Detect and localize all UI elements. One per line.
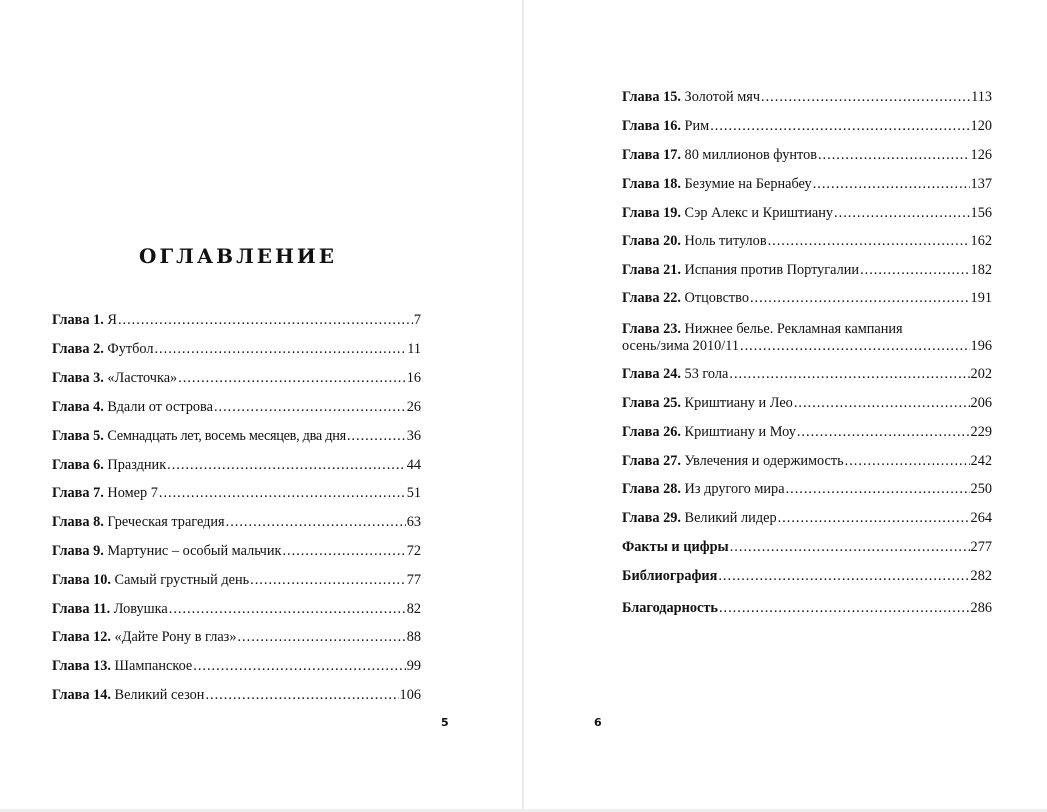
chapter-number: Глава 15. [622, 89, 681, 105]
page-ref: 44 [406, 457, 421, 473]
chapter-number: Глава 17. [622, 147, 681, 163]
leader-dots [845, 453, 970, 470]
chapter-title: Из другого мира [684, 481, 785, 497]
leader-dots [813, 176, 970, 193]
leader-dots [818, 147, 970, 164]
chapter-number: Глава 12. [52, 629, 111, 645]
leader-dots [159, 485, 406, 502]
toc-section-entry[interactable] [622, 539, 992, 556]
leader-dots [169, 601, 406, 618]
leader-dots [768, 233, 970, 250]
toc-entry[interactable] [622, 147, 992, 164]
leader-dots [740, 338, 970, 355]
section-title: Благодарность [622, 600, 718, 616]
leader-dots [797, 424, 970, 441]
chapter-title: Ноль титулов [684, 233, 767, 249]
chapter-number: Глава 11. [52, 601, 111, 617]
toc-entry[interactable] [52, 658, 421, 675]
section-title: Библиография [622, 568, 718, 584]
chapter-number: Глава 16. [622, 118, 681, 134]
toc-section-entry[interactable] [622, 568, 992, 585]
page-ref: 206 [970, 395, 992, 411]
chapter-title: Мартунис – особый мальчик [107, 543, 282, 559]
chapter-number: Глава 29. [622, 510, 681, 526]
toc-entry[interactable] [622, 366, 992, 383]
leader-dots [250, 572, 406, 589]
chapter-title-line1 [622, 321, 903, 338]
leader-dots [178, 370, 406, 387]
chapter-title: Шампанское [114, 658, 193, 674]
page-ref: 99 [406, 658, 421, 674]
chapter-title: «Ласточка» [107, 370, 178, 386]
chapter-title: Золотой мяч [684, 89, 761, 105]
chapter-number: Глава 3. [52, 370, 104, 386]
leader-dots [193, 658, 405, 675]
chapter-number: Глава 7. [52, 485, 104, 501]
page-ref: 277 [970, 539, 992, 555]
page-ref: 77 [406, 572, 421, 588]
leader-dots [282, 543, 405, 560]
leader-dots [729, 366, 969, 383]
chapter-title: Безумие на Бернабеу [684, 176, 812, 192]
chapter-number: Глава 19. [622, 205, 681, 221]
page-number-right: 6 [594, 716, 602, 729]
toc-entry[interactable] [622, 453, 992, 470]
leader-dots [710, 118, 969, 135]
toc-title: ОГЛАВЛЕНИЕ [138, 244, 338, 268]
chapter-title: 80 миллионов фунтов [684, 147, 817, 163]
page-ref: 120 [970, 118, 992, 134]
chapter-number: Глава 24. [622, 366, 681, 382]
page-ref: 156 [970, 205, 992, 221]
toc-entry[interactable] [52, 629, 421, 646]
chapter-title: Праздник [107, 457, 167, 473]
page-ref: 196 [970, 338, 992, 354]
toc-entry[interactable] [52, 457, 421, 474]
chapter-number: Глава 27. [622, 453, 681, 469]
toc-section-entry[interactable] [622, 600, 992, 617]
leader-dots [205, 687, 398, 704]
toc-entry[interactable] [52, 370, 421, 387]
page-ref: 286 [970, 600, 992, 616]
section-title: Факты и цифры [622, 539, 729, 555]
toc-entry[interactable] [52, 312, 421, 329]
chapter-title: Греческая трагедия [107, 514, 225, 530]
leader-dots [718, 568, 969, 585]
leader-dots [719, 600, 970, 617]
toc-entry[interactable] [622, 395, 992, 412]
page-ref: 229 [970, 424, 992, 440]
page-ref: 126 [970, 147, 992, 163]
leader-dots [226, 514, 406, 531]
chapter-number: Глава 1. [52, 312, 104, 328]
leader-dots [118, 312, 413, 329]
chapter-title: Криштиану и Моу [684, 424, 796, 440]
chapter-title: 53 гола [684, 366, 729, 382]
chapter-number: Глава 14. [52, 687, 111, 703]
toc-entry[interactable] [52, 341, 421, 358]
chapter-title: Увлечения и одержимость [684, 453, 844, 469]
chapter-number: Глава 6. [52, 457, 104, 473]
page-ref: 182 [970, 262, 992, 278]
page-ref: 88 [406, 629, 421, 645]
chapter-title: Номер 7 [107, 485, 158, 501]
chapter-number: Глава 13. [52, 658, 111, 674]
page-ref: 162 [970, 233, 992, 249]
page-ref: 137 [970, 176, 992, 192]
page-ref: 106 [399, 687, 421, 703]
toc-entry[interactable] [52, 485, 421, 502]
chapter-number: Глава 2. [52, 341, 104, 357]
page-ref: 11 [407, 341, 421, 357]
toc-entry[interactable] [52, 572, 421, 589]
chapter-number: Глава 10. [52, 572, 111, 588]
page-ref: 36 [406, 428, 421, 444]
chapter-title: Футбол [107, 341, 154, 357]
toc-entry[interactable] [622, 321, 992, 355]
leader-dots [347, 428, 406, 445]
toc-entry[interactable] [622, 510, 992, 527]
toc-entry[interactable] [622, 481, 992, 498]
chapter-title: Я [107, 312, 117, 328]
leader-dots [214, 399, 406, 416]
toc-entry[interactable] [52, 543, 421, 560]
chapter-title: Рим [684, 118, 710, 134]
chapter-title: Отцовство [684, 290, 749, 306]
toc-entry[interactable] [52, 514, 421, 531]
leader-dots [167, 457, 406, 474]
toc-entry[interactable] [622, 205, 992, 222]
page-ref: 250 [970, 481, 992, 497]
toc-entry[interactable] [622, 118, 992, 135]
page-ref: 264 [970, 510, 992, 526]
toc-entry[interactable] [622, 176, 992, 193]
toc-entry[interactable] [622, 262, 992, 279]
chapter-number: Глава 5. [52, 428, 104, 444]
chapter-number: Глава 20. [622, 233, 681, 249]
chapter-number: Глава 26. [622, 424, 681, 440]
page-ref: 51 [406, 485, 421, 501]
toc-entry[interactable] [52, 601, 421, 618]
chapter-title: Семнадцать лет, восемь месяцев, два дня [107, 428, 346, 444]
chapter-title-line2: осень/зима 2010/11 [622, 338, 740, 354]
chapter-title: Сэр Алекс и Криштиану [684, 205, 834, 221]
page-ref: 63 [406, 514, 421, 530]
chapter-number: Глава 18. [622, 176, 681, 192]
toc-entry[interactable] [622, 89, 992, 106]
chapter-number: Глава 8. [52, 514, 104, 530]
leader-dots [730, 539, 970, 556]
page-ref: 72 [406, 543, 421, 559]
leader-dots [154, 341, 406, 358]
toc-entry[interactable] [622, 233, 992, 250]
page-ref: 202 [970, 366, 992, 382]
leader-dots [237, 629, 405, 646]
page-number-left: 5 [441, 716, 449, 729]
chapter-title: Великий сезон [114, 687, 205, 703]
chapter-number: Глава 9. [52, 543, 104, 559]
chapter-title: Вдали от острова [107, 399, 213, 415]
leader-dots [778, 510, 970, 527]
chapter-title: Криштиану и Лео [684, 395, 793, 411]
toc-entry[interactable] [622, 290, 992, 307]
page-ref: 26 [406, 399, 421, 415]
toc-entry[interactable] [52, 428, 421, 445]
chapter-number: Глава 21. [622, 262, 681, 278]
leader-dots [786, 481, 970, 498]
book-spine [522, 0, 524, 812]
chapter-title: Самый грустный день [114, 572, 250, 588]
chapter-title: Великий лидер [684, 510, 777, 526]
page-ref: 282 [970, 568, 992, 584]
leader-dots [794, 395, 970, 412]
page-ref: 82 [406, 601, 421, 617]
page-ref: 242 [970, 453, 992, 469]
chapter-number: Глава 25. [622, 395, 681, 411]
leader-dots [750, 290, 970, 307]
page-ref: 113 [971, 89, 992, 105]
page-ref: 16 [406, 370, 421, 386]
leader-dots [860, 262, 969, 279]
chapter-number: Глава 4. [52, 399, 104, 415]
toc-entry[interactable] [52, 399, 421, 416]
leader-dots [761, 89, 970, 106]
chapter-number: Глава 22. [622, 290, 681, 306]
chapter-number: Глава 23. [622, 321, 681, 337]
chapter-title: Испания против Португалии [684, 262, 860, 278]
chapter-number: Глава 28. [622, 481, 681, 497]
chapter-title: «Дайте Рону в глаз» [114, 629, 237, 645]
chapter-title: Нижнее белье. Рекламная кампания [684, 321, 903, 337]
leader-dots [834, 205, 970, 222]
page-ref: 191 [970, 290, 992, 306]
toc-entry[interactable] [622, 424, 992, 441]
page-ref: 7 [413, 312, 421, 328]
toc-entry[interactable] [52, 687, 421, 704]
chapter-title: Ловушка [113, 601, 168, 617]
